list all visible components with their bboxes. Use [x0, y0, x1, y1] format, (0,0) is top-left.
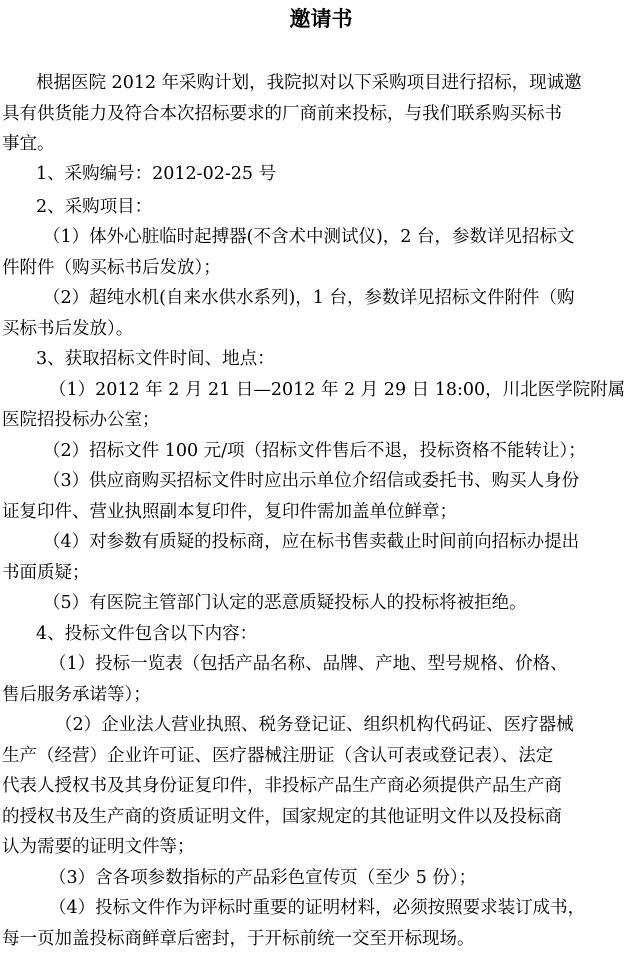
- text-line: 医院招投标办公室；: [2, 410, 160, 430]
- text-line: （4）对参数有质疑的投标商，应在标书售卖截止时间前向招标办提出: [43, 532, 580, 552]
- text-line: （3）含各项参数指标的产品彩色宣传页（至少 5 份）；: [49, 868, 477, 888]
- text-line: 售后服务承诺等）；: [2, 685, 151, 705]
- text-line: 证复印件、营业执照副本复印件，复印件需加盖单位鲜章；: [2, 502, 457, 522]
- text-line: （4）投标文件作为评标时重要的证明材料，必须按照要求装订成书，: [49, 898, 586, 918]
- text-line: 件附件（购买标书后发放）；: [2, 258, 221, 278]
- text-line: 1、采购编号：2012-02-25 号: [36, 164, 277, 184]
- text-line: 根据医院 2012 年采购计划，我院拟对以下采购项目进行招标，现诚邀: [36, 73, 582, 93]
- document-title: 邀请书: [289, 7, 353, 31]
- text-line: 具有供货能力及符合本次招标要求的厂商前来投标，与我们联系购买标书: [2, 104, 562, 124]
- text-line: （2）超纯水机(自来水供水系列)，1 台，参数详见招标文件附件（购: [43, 288, 575, 308]
- text-line: 3、获取招标文件时间、地点：: [36, 349, 275, 369]
- text-line: （5）有医院主管部门认定的恶意质疑投标人的投标将被拒绝。: [43, 593, 527, 613]
- text-line: 事宜。: [2, 134, 55, 154]
- text-line: 4、投标文件包含以下内容：: [36, 624, 258, 644]
- text-line: 每一页加盖投标商鲜章后密封，于开标前统一交至开标现场。: [2, 929, 475, 949]
- text-line: 买标书后发放）。: [2, 319, 134, 339]
- text-line: 代表人授权书及其身份证复印件，非投标产品生产商必须提供产品生产商: [2, 776, 562, 796]
- text-line: （1）2012 年 2 月 21 日—2012 年 2 月 29 日 18:00，川北医学院附属: [49, 380, 626, 400]
- text-line: 生产（经营）企业许可证、医疗器械注册证（含认可表或登记表）、法定: [2, 746, 554, 766]
- text-line: 认为需要的证明文件等；: [2, 837, 195, 857]
- text-line: （2）企业法人营业执照、税务登记证、组织机构代码证、医疗器械: [55, 715, 574, 735]
- text-line: 的授权书及生产商的资质证明文件，国家规定的其他证明文件以及投标商: [2, 807, 562, 827]
- text-line: 书面质疑；: [2, 563, 90, 583]
- text-line: （1）体外心脏临时起搏器(不含术中测试仪)，2 台，参数详见招标文: [43, 227, 575, 247]
- text-line: （2）招标文件 100 元/项（招标文件售后不退，投标资格不能转让）；: [43, 441, 586, 461]
- text-line: （1）投标一览表（包括产品名称、品牌、产地、型号规格、价格、: [49, 654, 568, 674]
- text-line: （3）供应商购买招标文件时应出示单位介绍信或委托书、购买人身份: [43, 471, 580, 491]
- text-line: 2、采购项目：: [36, 197, 153, 217]
